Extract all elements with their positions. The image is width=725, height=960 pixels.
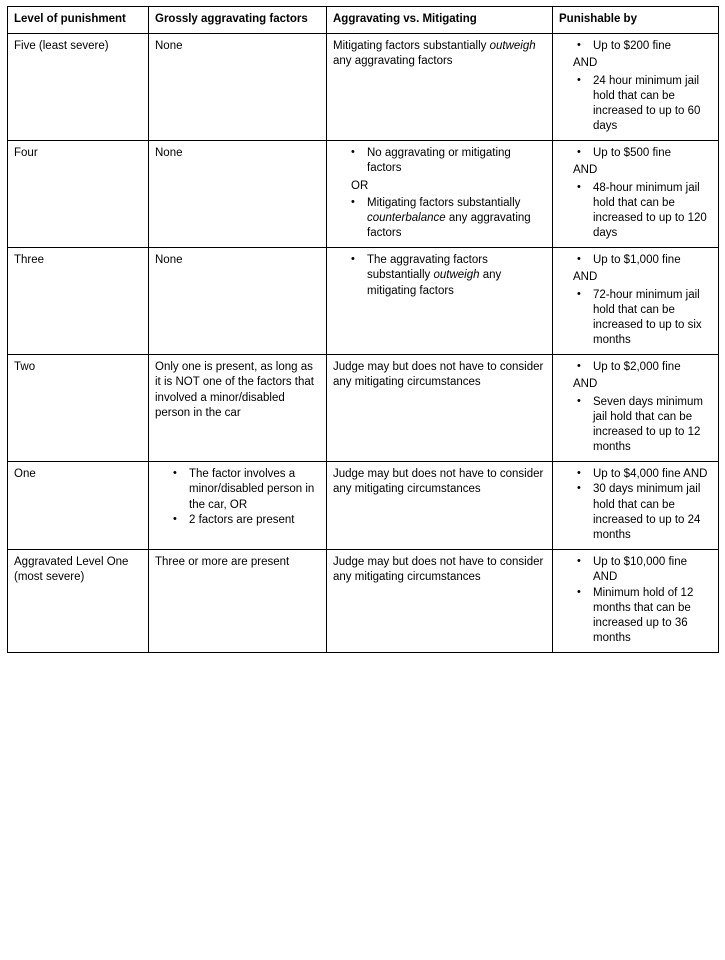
list-item: • 72-hour minimum jail hold that can be increased to up to six months — [593, 288, 712, 349]
cell-punishable — [553, 141, 719, 248]
cell-grossly: None — [149, 34, 327, 141]
cell-punishable — [553, 248, 719, 355]
factor-list — [333, 253, 546, 299]
cell-punishable — [553, 34, 719, 141]
cell-level: Aggravated Level One (most severe) — [8, 550, 149, 653]
list-item: • 2 factors are present — [189, 513, 320, 528]
column-header-grossly-aggravating: Grossly aggravating factors — [149, 7, 327, 34]
text-pre: The aggravating factors substantially — [367, 254, 492, 282]
list-item: • Seven days minimum jail hold that can be increased to up to 12 months — [593, 395, 712, 456]
table-row — [8, 550, 719, 653]
table-row — [8, 141, 719, 248]
list-item: • Minimum hold of 12 months that can be increased up to 36 months — [593, 586, 712, 647]
column-header-aggravating-vs-mitigating: Aggravating vs. Mitigating — [327, 7, 553, 34]
cell-level: Two — [8, 355, 149, 462]
punishment-list — [559, 39, 712, 54]
text-italic: outweigh — [433, 269, 480, 282]
cell-punishable — [553, 462, 719, 550]
cell-grossly: Only one is present, as long as it is NOT one of the factors that involved a minor/disabled person in the car — [149, 355, 327, 462]
grossly-factor-list — [155, 467, 320, 528]
cell-level: Five (least severe) — [8, 34, 149, 141]
list-item: • Up to $2,000 fine — [593, 360, 712, 375]
punishment-list-secondary — [559, 181, 712, 242]
conjunction-label: OR — [351, 179, 369, 192]
list-item: • The factor involves a minor/disabled person in the car, OR — [189, 467, 320, 513]
punishment-list — [559, 555, 712, 646]
list-item — [367, 196, 546, 242]
factor-list — [333, 146, 546, 176]
cell-aggravating-mitigating — [327, 248, 553, 355]
cell-aggravating-mitigating — [327, 34, 553, 141]
text-post: any aggravating factors — [333, 40, 539, 68]
table-row — [8, 34, 719, 141]
text-italic: outweigh — [489, 40, 536, 53]
document-page — [0, 6, 725, 960]
cell-aggravating-mitigating: Judge may but does not have to consider any mitigating circumstances — [327, 355, 553, 462]
text-post: any aggravating factors — [367, 211, 534, 240]
punishment-list-secondary — [559, 74, 712, 135]
factor-list-secondary — [333, 196, 546, 242]
punishment-levels-table — [7, 6, 719, 653]
conjunction-label: AND — [573, 57, 598, 70]
punishment-list — [559, 467, 712, 543]
cell-aggravating-mitigating: Judge may but does not have to consider any mitigating circumstances — [327, 550, 553, 653]
list-item: • Up to $1,000 fine — [593, 253, 712, 268]
punishment-list — [559, 253, 712, 268]
list-item: • Up to $500 fine — [593, 146, 712, 161]
cell-level: Three — [8, 248, 149, 355]
list-item: • Up to $200 fine — [593, 39, 712, 54]
table-row — [8, 462, 719, 550]
list-item: • Up to $10,000 fine AND — [593, 555, 712, 585]
conjunction-label: AND — [573, 271, 598, 284]
conjunction-label: AND — [573, 378, 598, 391]
table-row — [8, 355, 719, 462]
cell-grossly — [149, 462, 327, 550]
cell-aggravating-mitigating: Judge may but does not have to consider any mitigating circumstances — [327, 462, 553, 550]
text-pre: Mitigating factors substantially — [333, 40, 490, 53]
cell-punishable — [553, 355, 719, 462]
punishment-list — [559, 360, 712, 375]
list-item: • 30 days minimum jail hold that can be increased to up to 24 months — [593, 482, 712, 543]
cell-grossly: Three or more are present — [149, 550, 327, 653]
cell-aggravating-mitigating — [327, 141, 553, 248]
punishment-list-secondary — [559, 395, 712, 456]
list-item — [367, 253, 546, 299]
cell-grossly: None — [149, 141, 327, 248]
list-item: • 24 hour minimum jail hold that can be increased to up to 60 days — [593, 74, 712, 135]
cell-level: Four — [8, 141, 149, 248]
table-header-row — [8, 7, 719, 34]
table-row — [8, 248, 719, 355]
cell-level: One — [8, 462, 149, 550]
text-italic: counterbalance — [367, 211, 446, 224]
column-header-punishable-by: Punishable by — [553, 7, 719, 34]
list-item: • Up to $4,000 fine AND — [593, 467, 712, 482]
list-item: • 48-hour minimum jail hold that can be increased to up to 120 days — [593, 181, 712, 242]
conjunction-label: AND — [573, 164, 598, 177]
cell-grossly: None — [149, 248, 327, 355]
cell-punishable — [553, 550, 719, 653]
punishment-list — [559, 146, 712, 161]
text-post: any mitigating factors — [367, 269, 505, 297]
punishment-list-secondary — [559, 288, 712, 349]
text-pre: No aggravating or mitigating factors — [367, 147, 515, 175]
column-header-level: Level of punishment — [8, 7, 149, 34]
text-pre: Mitigating factors substantially — [367, 196, 524, 209]
list-item — [367, 146, 546, 176]
